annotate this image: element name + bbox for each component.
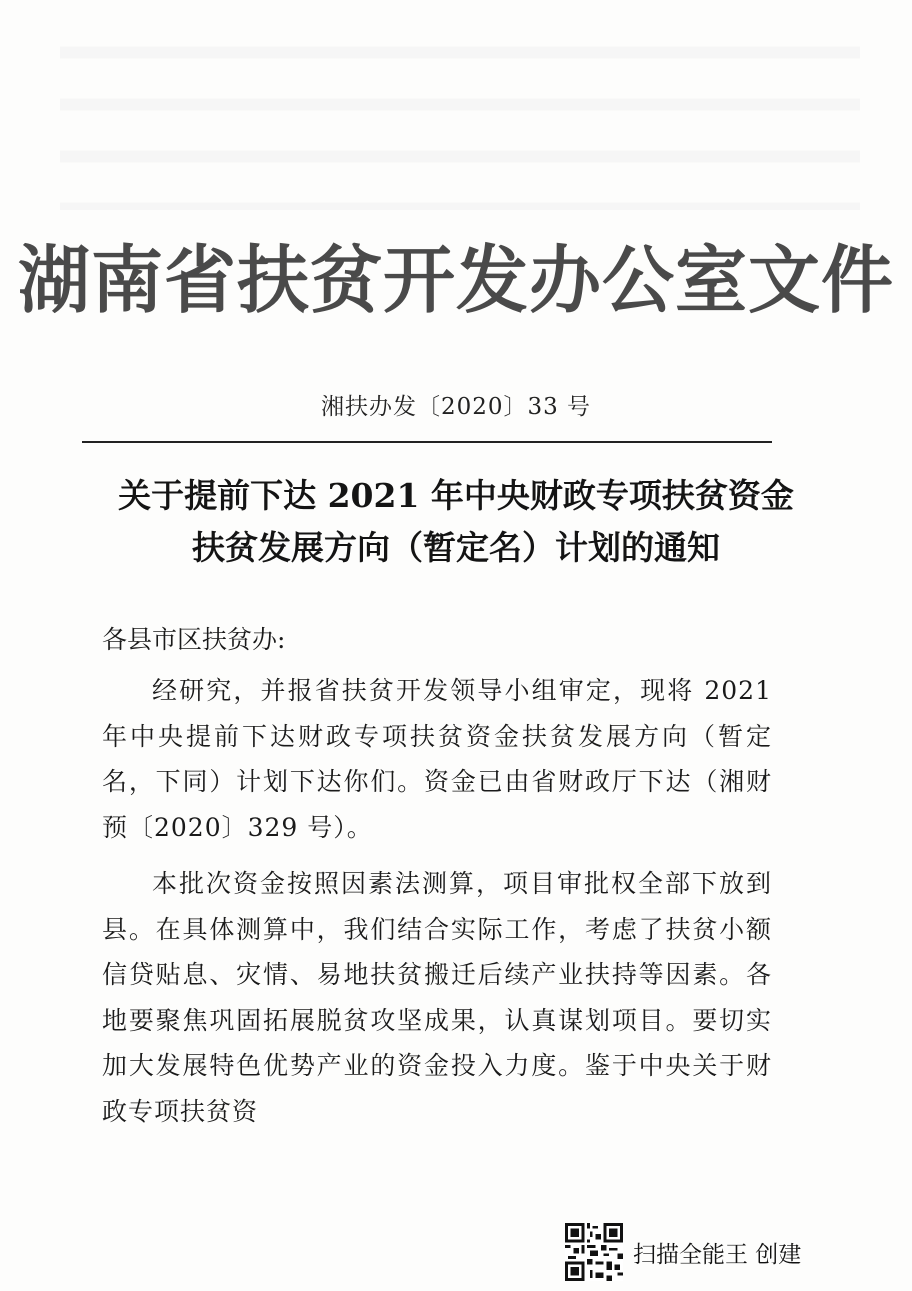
issuing-office-header: 湖南省扶贫开发办公室文件 <box>17 237 894 323</box>
scanner-watermark <box>565 1220 801 1284</box>
bleed-through-texture <box>60 20 860 210</box>
notice-title-line-1: 关于提前下达 2021 年中央财政专项扶贫资金 <box>118 476 794 515</box>
header-divider <box>82 441 772 443</box>
body-paragraph-1: 经研究，并报省扶贫开发领导小组审定，现将 2021 年中央提前下达财政专项扶贫资金扶贫发展方向（暂定名，下同）计划下达你们。资金已由省财政厅下达（湘财预〔2020〕329 号）。 <box>102 676 772 842</box>
qr-code-icon <box>565 1223 623 1281</box>
scanner-label: 扫描全能王 创建 <box>633 1241 802 1268</box>
body-paragraph-2: 本批次资金按照因素法测算，项目审批权全部下放到县。在具体测算中，我们结合实际工作，考虑了扶贫小额信贷贴息、灾情、易地扶贫搬迁后续产业扶持等因素。各地要聚焦巩固拓展脱贫攻坚成果，认真谋划项目。要切实加大发展特色优势产业的资金投入力度。鉴于中央关于财政专项扶贫资 <box>102 869 772 1126</box>
notice-title-line-2: 扶贫发展方向（暂定名）计划的通知 <box>192 528 720 567</box>
document-number: 湘扶办发〔2020〕33 号 <box>320 394 592 420</box>
notice-title <box>0 470 912 574</box>
addressee: 各县市区扶贫办: <box>102 625 286 654</box>
